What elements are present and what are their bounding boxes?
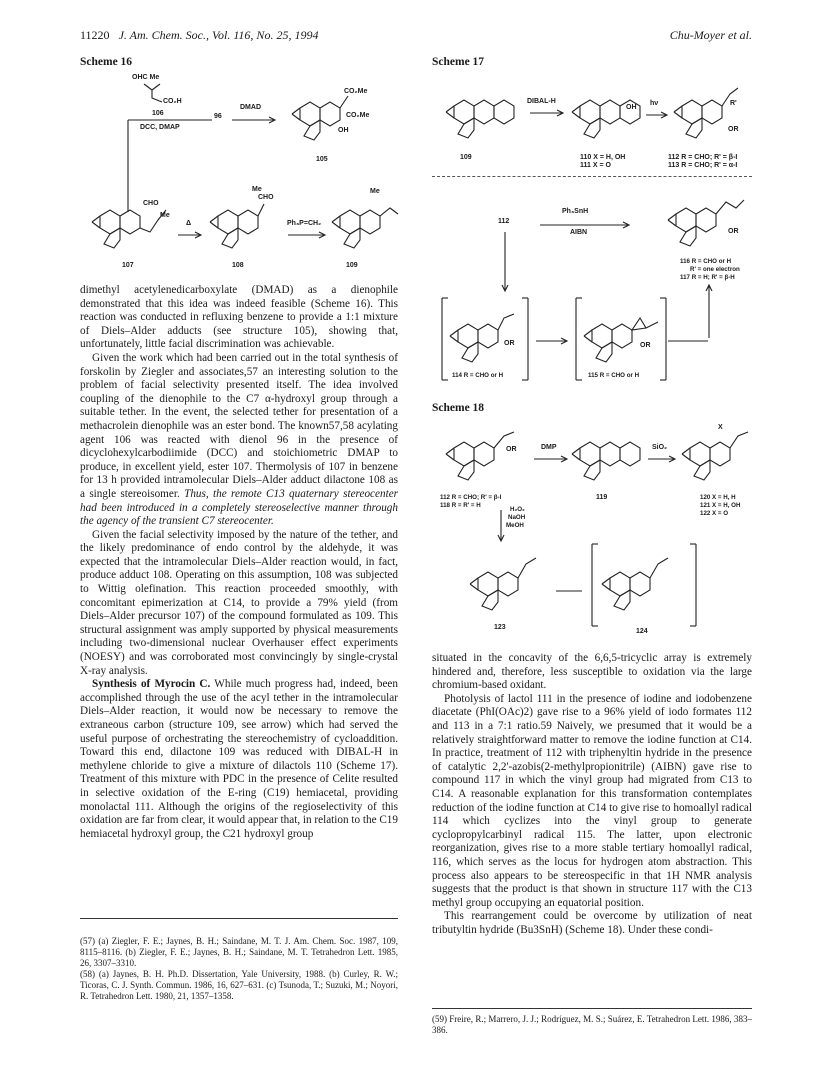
label-oh-105: OH [338, 127, 349, 134]
arrow-sio2 [648, 454, 678, 464]
structure-124 [590, 542, 700, 628]
paragraph-myrocin-text: While much progress had, indeed, been accomplished through the use of the acyl tether in the intramolecular Diels–Alder reaction, it would now be necessary to remove the extraneous carbon (structure 109, see arrow) which had served the useful purpose of orchestrating the stereochemistry of cycloaddition. Toward this end, dilactone 109 was reduced with DIBAL-H in methylene chloride to give a mixture of dilactols 110 (Scheme 17). Treatment of this mixture with PDC in the presence of Celite resulted in selective oxidation of the E-ring (C19) hemiacetal, providing monolactal 111. Although the origins of the regioselectivity of this oxidation are far from clear, it would appear that, in relation to the C19 hemiacetal hydroxyl group, the C21 hydroxyl group [80, 678, 398, 840]
paragraph-forskolin [80, 352, 398, 529]
paragraph-photolysis: Photolysis of lactol 111 in the presence of iodine and iodobenzene diacetate (PhI(OAc)2) gave rise to a 96% yield of iodo formates 112 and 113 in a 7:1 ratio.59 Naively, we presumed that it would be a relatively straightforward matter to remove the iodine function at C14. In practice, treatment of 112 with triphenyltin hydride in the presence of catalytic 2,2'-azobis(2-methylpropionitrile) (AIBN) gave rise to compound 117 in which the vinyl group had migrated from C13 to C14. A reasonable explanation for this transformation contemplates reduction of the iodine function at C14 to give rise to homoallyl radical 114 which cyclizes into the vinyl group to generate cyclopropylcarbinyl radical 115. The latter, upon electronic reorganization, gives rise to a more stable tertiary homoallyl radical, 116, which serves as the locus for hydrogen atom abstraction. This process also appears to be stereospecific in that 1H NMR analysis suggests that the product is that shown in structure 117 with the C13 methyl group occupying an equatorial position. [432, 692, 752, 909]
structure-110-111 [566, 76, 646, 156]
paragraph-dmad: dimethyl acetylenedicarboxylate (DMAD) as a dienophile demonstrated that this idea was indeed feasible (Scheme 16). This reaction was conducted in refluxing benzene to provide a 1:1 mixture of Diels–Alder adducts (see structure 105), showing that, unfortunately, little facial discrimination was achievable. [80, 284, 398, 351]
compound-106-label: 106 [152, 110, 164, 117]
running-header [80, 28, 318, 43]
label-cho-107: CHO [143, 200, 159, 207]
label-hv: hν [650, 100, 659, 107]
structure-120-122 [676, 418, 756, 494]
structure-109-s17 [440, 76, 520, 156]
label-co2me-a: CO₂Me [344, 88, 368, 95]
paragraph-rearrangement: This rearrangement could be overcome by utilization of neat tributyltin hydride (Bu3SnH) (Scheme 18). Under these condi- [432, 910, 752, 936]
footnote-59: (59) Freire, R.; Marrero, J. J.; Rodríguez, M. S.; Suárez, E. Tetrahedron Lett. 1986, 383–386. [432, 1014, 752, 1035]
label-or-a-s18: OR [506, 446, 517, 453]
structure-114 [440, 296, 530, 382]
structure-109 [326, 196, 406, 256]
paragraph-myrocin [80, 678, 398, 841]
compound-118-label: 118 R = R' = H [440, 502, 481, 509]
compound-113-label: 113 R = CHO; R' = α-I [668, 162, 738, 169]
compound-116-label: 116 R = CHO or H [680, 258, 732, 265]
label-aibn: AIBN [570, 229, 588, 236]
structure-112-118 [440, 418, 530, 494]
label-or-c-s17: OR [504, 340, 515, 347]
paragraph-forskolin-italic: Thus, the remote C13 quaternary stereocenter had been introduced in a completely stereoselective manner through the agency of the transient C7 stereocenter. [80, 487, 399, 528]
label-or-d-s17: OR [640, 342, 651, 349]
scheme-17-title: Scheme 17 [432, 56, 485, 68]
compound-117-label: 117 R = H; R' = β-H [680, 274, 735, 281]
label-me-109: Me [370, 188, 380, 195]
section-heading-myrocin: Synthesis of Myrocin C. [92, 678, 211, 691]
arrow-up-116 [704, 284, 714, 340]
arrow-down-112 [500, 232, 510, 294]
label-or-b-s17: OR [728, 228, 739, 235]
label-rp-s17: R' [730, 100, 737, 107]
label-me-107: Me [160, 212, 170, 219]
right-column-text [432, 652, 752, 937]
compound-112-s18-label: 112 R = CHO; R' = β-I [440, 494, 502, 501]
paragraph-forskolin-text: Given the work which had been carried out in the total synthesis of forskolin by Ziegler and associates,57 an interesting solution to the problem of facial selectivity presented itself. The idea involved coupling of the dienophile to the C7 α-hydroxyl group through a suitable tether. In the event, the selected tether for presentation of a methacrolein dienophile was an ester bond. The known57,58 acylating agent 106 was reacted with dienol 96 in the presence of dicyclohexylcarbodiimide (DCC) and stoichiometric DMAP to produce, in excellent yield, ester 107. Thermolysis of 107 in benzene for 13 h provided intramolecular Diels–Alder adduct dilactone 108 as a single stereoisomer. [80, 351, 398, 500]
label-meoh: MeOH [506, 522, 524, 529]
footnotes-right [432, 1014, 752, 1036]
arrow-114-115 [536, 336, 570, 346]
label-or-a-s17: OR [728, 126, 739, 133]
compound-124-label: 124 [636, 628, 648, 635]
compound-121-label: 121 X = H, OH [700, 502, 741, 509]
arrow-dmad [232, 114, 278, 124]
paragraph-concavity: situated in the concavity of the 6,6,5-tricyclic array is extremely hindered and, therefore, less susceptible to oxidation via the large chromium-based oxidant. [432, 652, 752, 692]
label-oh21: OH [626, 104, 637, 111]
label-x-s18: X [718, 424, 723, 431]
label-cho-108: CHO [258, 194, 274, 201]
compound-119-label: 119 [596, 494, 608, 501]
footnote-rule-left [80, 918, 398, 919]
footnote-58: (58) (a) Jaynes, B. H. Ph.D. Dissertation, Yale University, 1988. (b) Curley, R. W.; Ticoras, C. J. Synth. Commun. 1986, 16, 627–631. (c) Tsunoda, T.; Suzuki, M.; Noyori, R. Tetrahedron Lett. 1980, 21, 1357–1358. [80, 969, 398, 1001]
compound-108-label: 108 [232, 262, 244, 269]
label-co2h: CO₂H [163, 98, 182, 105]
compound-115-label: 115 R = CHO or H [588, 372, 640, 379]
compound-116-note: R' = one electron [690, 266, 740, 273]
structure-123 [464, 548, 554, 624]
arrow-hv [646, 110, 670, 120]
compound-96-label: 96 [214, 113, 222, 120]
label-co2me-b: CO₂Me [346, 112, 370, 119]
label-ohc-me: OHC Me [132, 74, 160, 81]
journal-citation: J. Am. Chem. Soc., Vol. 116, No. 25, 1994 [118, 28, 319, 42]
arrow-123-124 [556, 586, 586, 596]
scheme-18-title: Scheme 18 [432, 402, 485, 414]
compound-105-label: 105 [316, 156, 328, 163]
label-wittig: Ph₃P=CH₂ [287, 220, 322, 227]
footnotes-left [80, 936, 398, 1002]
compound-110-label: 110 X = H, OH [580, 154, 626, 161]
structure-108 [204, 196, 284, 256]
compound-122-label: 122 X = O [700, 510, 729, 517]
paragraph-facial-selectivity: Given the facial selectivity imposed by the nature of the tether, and the likely predominance of endo control by the aldehyde, it was expected that the intramolecular Diels–Alder reaction would, in fact, produce adduct 108. Operating on this assumption, 108 was subjected to Wittig olefination. This reaction proceeded smoothly, with concomitant epimerization at C14, to provide a 79% yield (from Diels–Alder precursor 107) of the compound formulated as 109. This structural assignment was amply supported by physical measurements including two-dimensional nuclear Overhauser effect experiments (NOESY) and was corroborated most convincingly by single-crystal X-ray analysis. [80, 528, 398, 677]
label-sio2: SiO₂ [652, 444, 668, 451]
compound-114-label: 114 R = CHO or H [452, 372, 504, 379]
arrow-delta [178, 230, 204, 240]
label-dcc-dmap: DCC, DMAP [140, 124, 180, 131]
arrow-dmp [534, 454, 570, 464]
compound-109-label: 109 [346, 262, 358, 269]
compound-111-label: 111 X = O [580, 162, 611, 169]
compound-123-label: 123 [494, 624, 506, 631]
compound-112-label: 112 R = CHO; R' = β-I [668, 154, 738, 161]
footnote-rule-right [432, 1008, 752, 1009]
label-dmp: DMP [541, 444, 557, 451]
structure-115 [574, 296, 668, 382]
left-column-text [80, 284, 398, 841]
compound-112b-label: 112 [498, 218, 510, 225]
label-delta: Δ [186, 220, 192, 227]
label-h2o2: H₂O₂ [510, 506, 525, 513]
running-authors: Chu-Moyer et al. [669, 28, 752, 42]
page-number: 11220 [80, 28, 110, 42]
arrow-down-h2o2 [496, 510, 506, 544]
compound-107-label: 107 [122, 262, 134, 269]
scheme-17-divider [432, 176, 752, 177]
structure-116-117 [662, 186, 752, 256]
compound-109-s17-label: 109 [460, 154, 472, 161]
compound-120-label: 120 X = H, H [700, 494, 736, 501]
arrow-dibal [530, 108, 566, 118]
label-dibal: DIBAL-H [527, 98, 556, 105]
scheme-16-title: Scheme 16 [80, 56, 133, 68]
structure-112-113 [668, 76, 748, 156]
arrow-115-116 [668, 336, 712, 346]
arrow-wittig [288, 230, 328, 240]
label-me-108: Me [252, 186, 262, 193]
footnote-57: (57) (a) Ziegler, F. E.; Jaynes, B. H.; Saindane, M. T. J. Am. Chem. Soc. 1987, 109, 8115–8116. (b) Ziegler, F. E.; Jaynes, B. H.; Saindane, M. T. Tetrahedron Lett. 1985, 26, 3307–3310. [80, 936, 398, 968]
label-naoh: NaOH [508, 514, 526, 521]
label-ph3snh: Ph₃SnH [562, 208, 589, 215]
structure-119 [566, 418, 646, 494]
label-dmad: DMAD [240, 104, 261, 111]
structure-107 [86, 196, 176, 256]
